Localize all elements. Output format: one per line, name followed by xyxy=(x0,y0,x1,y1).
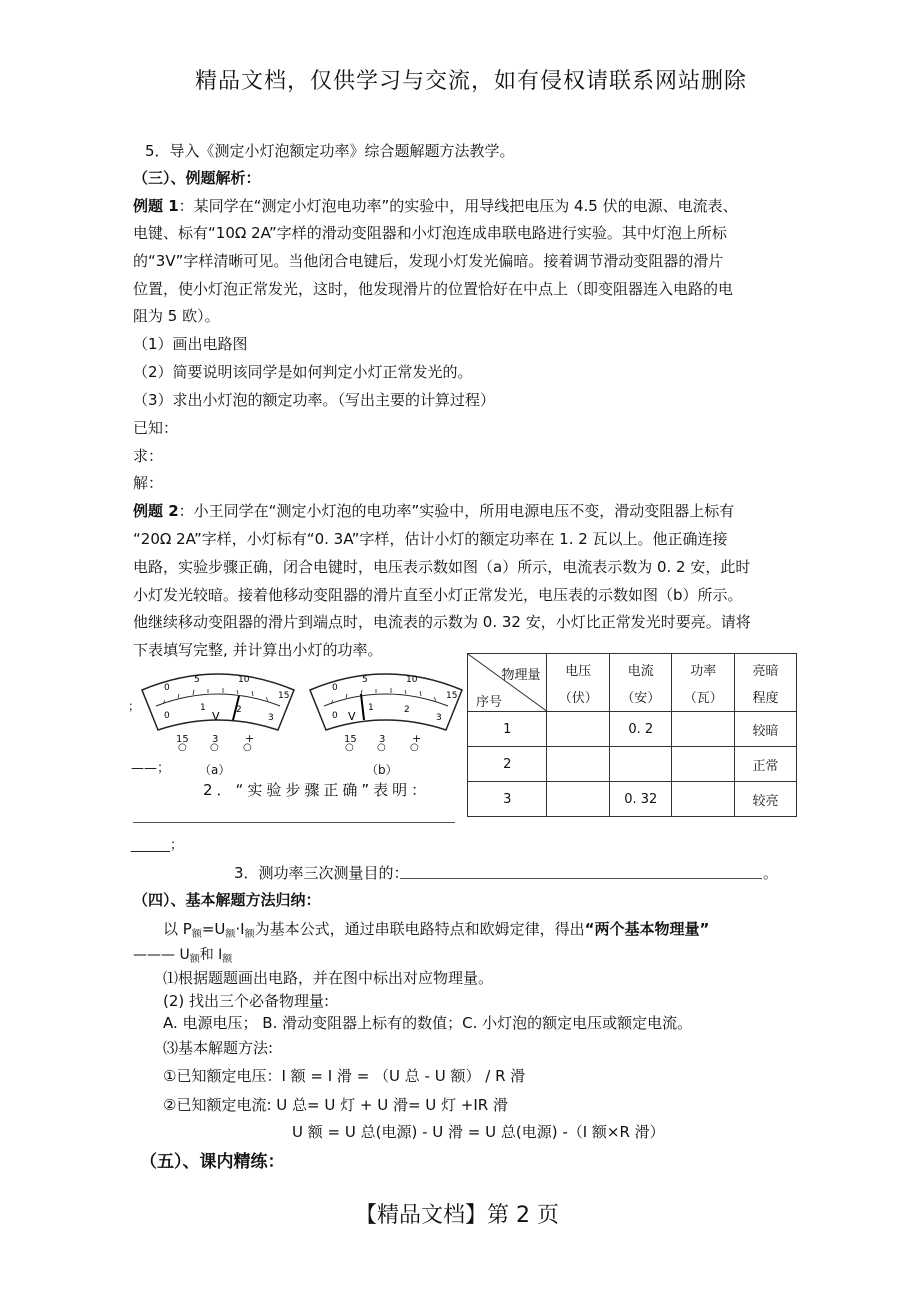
meter-a-terminal-15: 15 xyxy=(176,734,189,745)
table-cell: 1 xyxy=(468,712,547,747)
example1-line-4: 位置，使小灯泡正常发光，这时，他发现滑片的位置恰好在中点上（即变阻器连入电路的电 xyxy=(133,280,734,298)
example1-q3: （3）求出小灯泡的额定功率。（写出主要的计算过程） xyxy=(133,391,496,409)
meter-b-terminal-plus: + xyxy=(412,732,422,745)
meter-a-top-tick-0: 0 xyxy=(164,683,170,693)
table-cell: 较暗 xyxy=(734,712,796,747)
section-3-heading: （三）、例题解析： xyxy=(133,169,261,187)
table-row xyxy=(468,782,797,817)
method-1: ①已知额定电压：I 额 = I 滑 = （U 总 - U 额） / R 滑 xyxy=(163,1067,526,1085)
example1-line-3: 的“3V”字样清晰可见。当他闭合电键后，发现小灯发光偏暗。接着调节滑动变阻器的滑片 xyxy=(133,252,724,270)
known-label: 已知： xyxy=(133,419,179,437)
method-3: U 额 = U 总(电源) - U 滑 = U 总(电源) -（I 额×R 滑） xyxy=(292,1123,665,1141)
formula-line-2: ——— $U_额$和 $I_额$ xyxy=(133,947,233,965)
formula-line: 以 $P_额=U_额\cdot I_额$为基本公式，通过串联电路特点和欧姆定律，得出“两个基本物理量” xyxy=(163,920,710,940)
meter-b-terminal-15: 15 xyxy=(344,734,357,745)
meter-b-unit: V xyxy=(348,710,356,723)
table-cell xyxy=(672,782,735,817)
example2-label: 例题 2 xyxy=(133,502,179,520)
meter-a-terminal-plus: + xyxy=(245,732,255,745)
meter-a-bottom-tick-3: 3 xyxy=(268,713,274,723)
example1-line-1: 例题 1：某同学在“测定小灯泡电功率”的实验中，用导线把电压为 4.5 伏的电源、电流表、 xyxy=(133,197,738,215)
table-diag-bottom: 序号 xyxy=(476,695,503,710)
meter-b-bottom-tick-1: 1 xyxy=(368,703,374,713)
meter-a-caption: （a） xyxy=(199,763,231,777)
q2-statement: 2．“实验步骤正确”表明： xyxy=(203,781,431,799)
q2-answer-end: ______； xyxy=(131,838,184,853)
table-cell xyxy=(547,782,610,817)
meter-a-bottom-tick-2: 2 xyxy=(236,705,242,715)
table-cell: 正常 xyxy=(734,747,796,782)
meter-b-bottom-tick-3: 3 xyxy=(436,713,442,723)
table-cell xyxy=(547,747,610,782)
meter-b-terminal-3: 3 xyxy=(379,734,386,745)
section-5-heading: （五）、课内精练： xyxy=(140,1152,285,1172)
example2-line-5: 他继续移动变阻器的滑片到端点时，电流表的示数为 0. 32 安，小灯比正常发光时要亮。请将 xyxy=(133,613,751,631)
q3-end: 。 xyxy=(763,864,779,882)
example2-line-1: 例题 2：小王同学在“测定小灯泡的电功率”实验中，所用电源电压不变，滑动变阻器上标有 xyxy=(133,502,735,520)
ask-label: 求： xyxy=(133,447,164,465)
q3-answer-line xyxy=(400,878,762,879)
example2-line-2: “20Ω 2A”字样，小灯标有“0. 3A”字样，估计小灯的额定功率在 1. 2 瓦以上。他正确连接 xyxy=(133,530,728,548)
table-header-voltage: 电压 （伏） xyxy=(547,654,610,712)
table-cell xyxy=(609,747,672,782)
table-header-power: 功率 （瓦） xyxy=(672,654,735,712)
table-cell: 0. 32 xyxy=(609,782,672,817)
example1-q1: （1）画出电路图 xyxy=(133,335,248,353)
table-header-brightness: 亮暗 程度 xyxy=(734,654,796,712)
page-header: 精品文档，仅供学习与交流，如有侵权请联系网站删除 xyxy=(195,69,748,94)
meter-b-post-1: ○ xyxy=(345,742,354,753)
meter-a-post-1: ○ xyxy=(178,742,187,753)
left-mark-2: ——； xyxy=(131,761,171,776)
table-cell: 3 xyxy=(468,782,547,817)
table-row xyxy=(468,712,797,747)
solve-label: 解： xyxy=(133,474,164,492)
step-1: ⑴根据题题画出电路，并在图中标出对应物理量。 xyxy=(163,969,494,987)
meter-a-terminal-3: 3 xyxy=(212,734,219,745)
page-footer: 【精品文档】第 2 页 xyxy=(355,1203,559,1228)
meter-a-unit: V xyxy=(212,710,220,723)
meter-a-post-3: ○ xyxy=(243,742,252,753)
meter-b-bottom-tick-2: 2 xyxy=(404,705,410,715)
left-mark: ； xyxy=(128,699,141,713)
meter-a-bottom-tick-0: 0 xyxy=(164,711,170,721)
meter-b-top-tick-0: 0 xyxy=(332,683,338,693)
meter-a-bottom-tick-1: 1 xyxy=(200,703,206,713)
section-4-heading: （四）、基本解题方法归纳： xyxy=(133,891,321,909)
meter-b-top-tick-10: 10 xyxy=(406,675,418,685)
example1-label: 例题 1 xyxy=(133,197,179,215)
example2-line-4: 小灯发光较暗。接着他移动变阻器的滑片直至小灯正常发光，电压表的示数如图（b）所示。 xyxy=(133,586,743,604)
step-3: ⑶基本解题方法: xyxy=(163,1039,274,1057)
example1-q2: （2）简要说明该同学是如何判定小灯正常发光的。 xyxy=(133,363,473,381)
table-cell xyxy=(672,712,735,747)
meter-a-top-tick-15: 15 xyxy=(278,691,290,701)
meter-a-post-2: ○ xyxy=(210,742,219,753)
table-row xyxy=(468,747,797,782)
meter-b-top-tick-15: 15 xyxy=(446,691,458,701)
step-2: (2) 找出三个必备物理量: xyxy=(163,992,330,1010)
meter-b-top-tick-5: 5 xyxy=(362,675,368,685)
meter-b-bottom-tick-0: 0 xyxy=(332,711,338,721)
meter-b-caption: （b） xyxy=(366,763,398,777)
item-5: 5．导入《测定小灯泡额定功率》综合题解题方法教学。 xyxy=(145,142,515,160)
meter-b-post-2: ○ xyxy=(377,742,386,753)
table-diag-top: 物理量 xyxy=(501,668,541,683)
table-cell: 2 xyxy=(468,747,547,782)
table-cell xyxy=(672,747,735,782)
meter-a-top-tick-10: 10 xyxy=(238,675,250,685)
meter-a-top-tick-5: 5 xyxy=(194,675,200,685)
table-cell: 0. 2 xyxy=(609,712,672,747)
example2-line-3: 电路，实验步骤正确，闭合电键时，电压表示数如图（a）所示，电流表示数为 0. 2 安，此时 xyxy=(133,558,751,576)
meter-b-post-3: ○ xyxy=(410,742,419,753)
table-cell xyxy=(547,712,610,747)
step-2-abc: A. 电源电压； B. 滑动变阻器上标有的数值；C. 小灯泡的额定电压或额定电流。 xyxy=(163,1014,693,1032)
table-cell: 较亮 xyxy=(734,782,796,817)
example2-line-6: 下表填写完整, 并计算出小灯的功率。 xyxy=(133,641,383,659)
voltmeter-b xyxy=(306,668,466,750)
method-2: ②已知额定电流: U 总= U 灯 + U 滑= U 灯 +IR 滑 xyxy=(163,1096,508,1114)
q2-answer-line xyxy=(133,822,455,823)
table-diag-header xyxy=(468,654,547,712)
table-header-current: 电流 （安） xyxy=(609,654,672,712)
q3-statement: 3．测功率三次测量目的： xyxy=(234,864,409,882)
example1-line-5: 阻为 5 欧）。 xyxy=(133,307,220,325)
example1-line-2: 电键、标有“10Ω 2A”字样的滑动变阻器和小灯泡连成串联电路进行实验。其中灯泡上所标 xyxy=(133,224,727,242)
data-table xyxy=(467,653,797,817)
